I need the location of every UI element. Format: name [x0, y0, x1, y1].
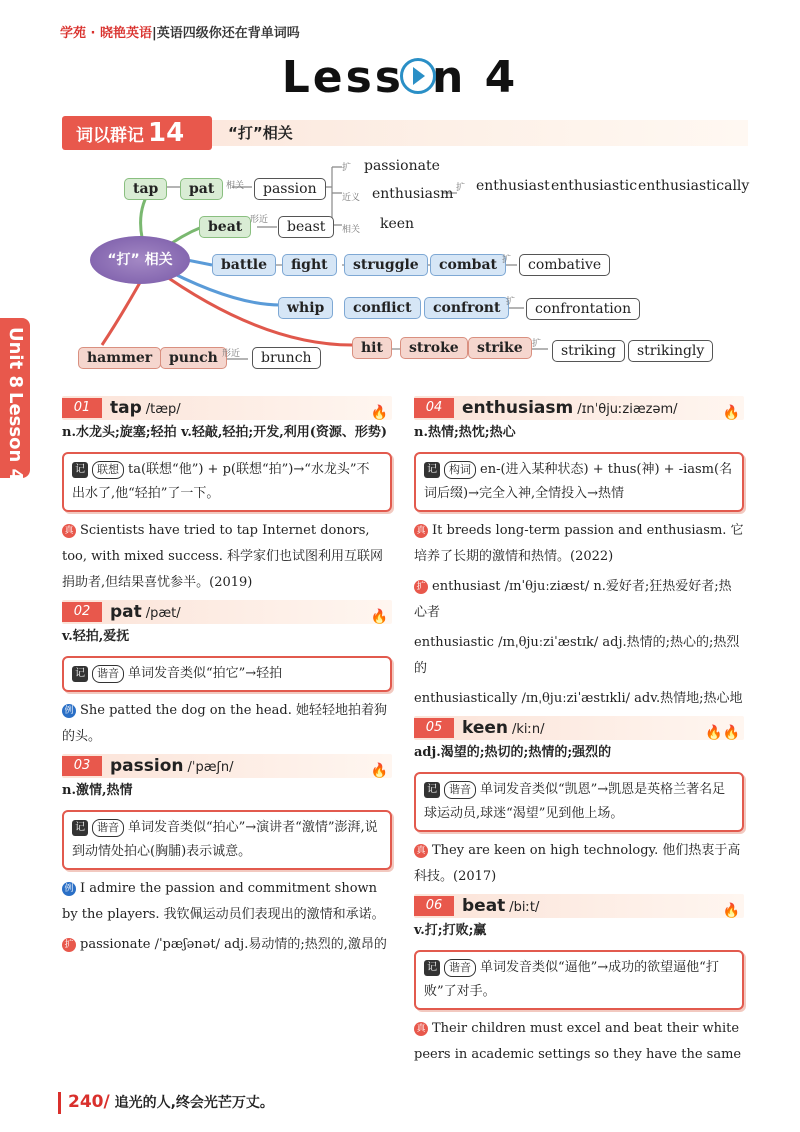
frequency-fire-icon: 🔥🔥 [705, 725, 740, 741]
node-enthusiast: enthusiast [476, 178, 550, 194]
example-icon: 例 [62, 882, 76, 896]
node-brunch: brunch [252, 347, 321, 369]
node-strikingly: strikingly [628, 340, 713, 362]
node-passion: passion [254, 178, 326, 200]
node-struggle: struggle [344, 254, 428, 276]
entry-number: 01 [62, 398, 102, 418]
node-confront: confront [424, 297, 509, 319]
node-punch: punch [160, 347, 227, 369]
node-enthusiastically: enthusiastically [638, 178, 750, 194]
real-exam-icon: 真 [414, 1022, 428, 1036]
tag-expand: 扩 [532, 339, 542, 349]
tag-expand: 扩 [502, 255, 512, 265]
example-sentence: 例 I admire the passion and commitment shown by the players. 我钦佩运动员们表现出的激情和承诺。 [62, 881, 385, 922]
node-beat: beat [199, 216, 251, 238]
note-tag: 联想 [92, 461, 124, 479]
tag-synonym: 近义 [342, 193, 361, 203]
right-column [414, 392, 744, 1072]
extension-word: enthusiastically /ɪnˌθjuːziˈæstɪkli/ adv.热情地;热心地 [414, 691, 743, 706]
memory-icon: 记 [424, 462, 440, 478]
node-conflict: conflict [344, 297, 421, 319]
node-hit: hit [352, 337, 392, 359]
entry-word: beat /biːt/ [462, 896, 540, 916]
memory-icon: 记 [72, 666, 88, 682]
node-striking: striking [552, 340, 625, 362]
node-keen: keen [380, 216, 415, 232]
mnemonic-box: 记 谐音 单词发音类似“凯恩”→凯恩是英格兰著名足球运动员,球迷“渴望”见到他上场。 [414, 772, 744, 832]
frequency-fire-icon: 🔥 [370, 405, 388, 421]
expand-icon: 扩 [414, 580, 428, 594]
entry-header [62, 396, 392, 420]
entry-word: pat /pæt/ [110, 602, 181, 622]
node-strike: strike [468, 337, 532, 359]
tag-expand: 扩 [456, 183, 466, 193]
extension-word: 扩 passionate /ˈpæʃənət/ adj.易动情的;热烈的,激昂的 [62, 932, 392, 958]
entry-number: 06 [414, 896, 454, 916]
section-tag: 词以群记 14 [62, 116, 212, 150]
real-exam-icon: 真 [62, 524, 76, 538]
frequency-fire-icon: 🔥 [722, 903, 740, 919]
memory-icon: 记 [424, 960, 440, 976]
center-node: “打” 相关 [90, 236, 190, 284]
example-sentence: 真 It breeds long-term passion and enthusiasm. 它培养了长期的激情和热情。(2022) [414, 523, 744, 564]
node-stroke: stroke [400, 337, 468, 359]
entry-definition: v.打;打败;赢 [414, 923, 487, 938]
mnemonic-box: 记 谐音 单词发音类似“拍它”→轻拍 [62, 656, 392, 692]
entry-number: 02 [62, 602, 102, 622]
extension-word: enthusiastic /ɪnˌθjuːziˈæstɪk/ adj.热情的;热心的;热烈的 [414, 635, 740, 676]
node-enthusiasm: enthusiasm [372, 186, 454, 202]
node-beast: beast [278, 216, 334, 238]
entry-definition: v.轻拍,爱抚 [62, 629, 130, 644]
entry-word: tap /tæp/ [110, 398, 181, 418]
tag-related: 相关 [342, 225, 361, 235]
frequency-fire-icon: 🔥 [370, 609, 388, 625]
memory-icon: 记 [72, 820, 88, 836]
section-subtitle: “打”相关 [228, 124, 293, 142]
memory-icon: 记 [424, 782, 440, 798]
entry-header [62, 600, 392, 624]
entry-number: 03 [62, 756, 102, 776]
node-confrontation: confrontation [526, 298, 640, 320]
entry-number: 05 [414, 718, 454, 738]
page-footer: 240/ 追光的人,终会光芒万丈。 [68, 1092, 274, 1112]
real-exam-icon: 真 [414, 844, 428, 858]
entry-word: passion /ˈpæʃn/ [110, 756, 234, 776]
page-header: 学苑 · 晓艳英语|英语四级你还在背单词吗 [60, 26, 300, 41]
node-combat: combat [430, 254, 506, 276]
node-passionate: passionate [364, 158, 440, 174]
entry-definition: adj.渴望的;热切的;热情的;强烈的 [414, 745, 612, 760]
side-tab-unit: Unit 8 [5, 326, 26, 388]
expand-icon: 扩 [62, 938, 76, 952]
entry-header [414, 396, 744, 420]
tag-similar-form: 形近 [250, 215, 269, 225]
frequency-fire-icon: 🔥 [370, 763, 388, 779]
example-sentence: 真 They are keen on high technology. 他们热衷于高科技。(2017) [414, 843, 741, 884]
entry-definition: n.激情,热情 [62, 783, 133, 798]
memory-icon: 记 [72, 462, 88, 478]
node-fight: fight [282, 254, 337, 276]
node-whip: whip [278, 297, 333, 319]
play-audio-icon[interactable] [400, 58, 436, 94]
entry-header [62, 754, 392, 778]
mnemonic-box: 记 谐音 单词发音类似“拍心”→演讲者“激情”澎湃,说到动情处拍心(胸脯)表示诚意。 [62, 810, 392, 870]
tag-expand: 扩 [342, 163, 352, 173]
real-exam-icon: 真 [414, 524, 428, 538]
title-text-pre: Less [281, 52, 404, 103]
tag-expand: 扩 [506, 297, 516, 307]
node-battle: battle [212, 254, 276, 276]
tag-similar-form: 形近 [222, 349, 241, 359]
note-text: ta(联想“他”) + p(联想“拍”)→“水龙头”不出水了,他“轻拍”了一下。 [72, 462, 370, 501]
page-number: 240 [68, 1092, 104, 1112]
series-title: 英语四级你还在背单词吗 [156, 26, 300, 41]
example-sentence: 真 Their children must excel and beat their white peers in academic settings so they have the same [414, 1021, 742, 1062]
frequency-fire-icon: 🔥 [722, 405, 740, 421]
footer-motto: 追光的人,终会光芒万丈。 [114, 1095, 274, 1111]
brand-name: 学苑 · 晓艳英语 [60, 26, 152, 41]
entry-header [414, 716, 744, 740]
node-enthusiastic: enthusiastic [551, 178, 638, 194]
tag-related: 相关 [226, 181, 245, 191]
left-column [62, 392, 392, 962]
mnemonic-box [62, 452, 392, 512]
lesson-title [0, 52, 800, 103]
example-sentence: 真 Scientists have tried to tap Internet donors, too, with mixed success. 科学家们也试图利用互联网捐助者,但结果喜忧参半。(2019) [62, 523, 384, 590]
node-pat: pat [180, 178, 223, 200]
entry-word: keen /kiːn/ [462, 718, 545, 738]
entry-number: 04 [414, 398, 454, 418]
entry-definition: n.热情;热忱;热心 [414, 425, 516, 440]
extension-word: 扩 enthusiast /ɪnˈθjuːziæst/ n.爱好者;狂热爱好者;热心者 [414, 579, 732, 620]
entry-word: enthusiasm /ɪnˈθjuːziæzəm/ [462, 398, 678, 418]
mnemonic-box: 记 构词 en-(进入某种状态) + thus(神) + -iasm(名词后缀)→完全入神,全情投入→热情 [414, 452, 744, 512]
mnemonic-box: 记 谐音 单词发音类似“逼他”→成功的欲望逼他“打败”了对手。 [414, 950, 744, 1010]
entry-definition: n.水龙头;旋塞;轻拍 v.轻敲,轻拍;开发,利用(资源、形势) [62, 425, 388, 440]
entry-header [414, 894, 744, 918]
footer-bar [58, 1092, 61, 1114]
node-tap: tap [124, 178, 167, 200]
example-icon: 例 [62, 704, 76, 718]
node-hammer: hammer [78, 347, 161, 369]
example-sentence: 例 She patted the dog on the head. 她轻轻地拍着狗的头。 [62, 703, 387, 744]
title-text-post: n 4 [432, 52, 519, 103]
node-combative: combative [519, 254, 610, 276]
side-tab-lesson: Lesson 4 [5, 392, 26, 482]
